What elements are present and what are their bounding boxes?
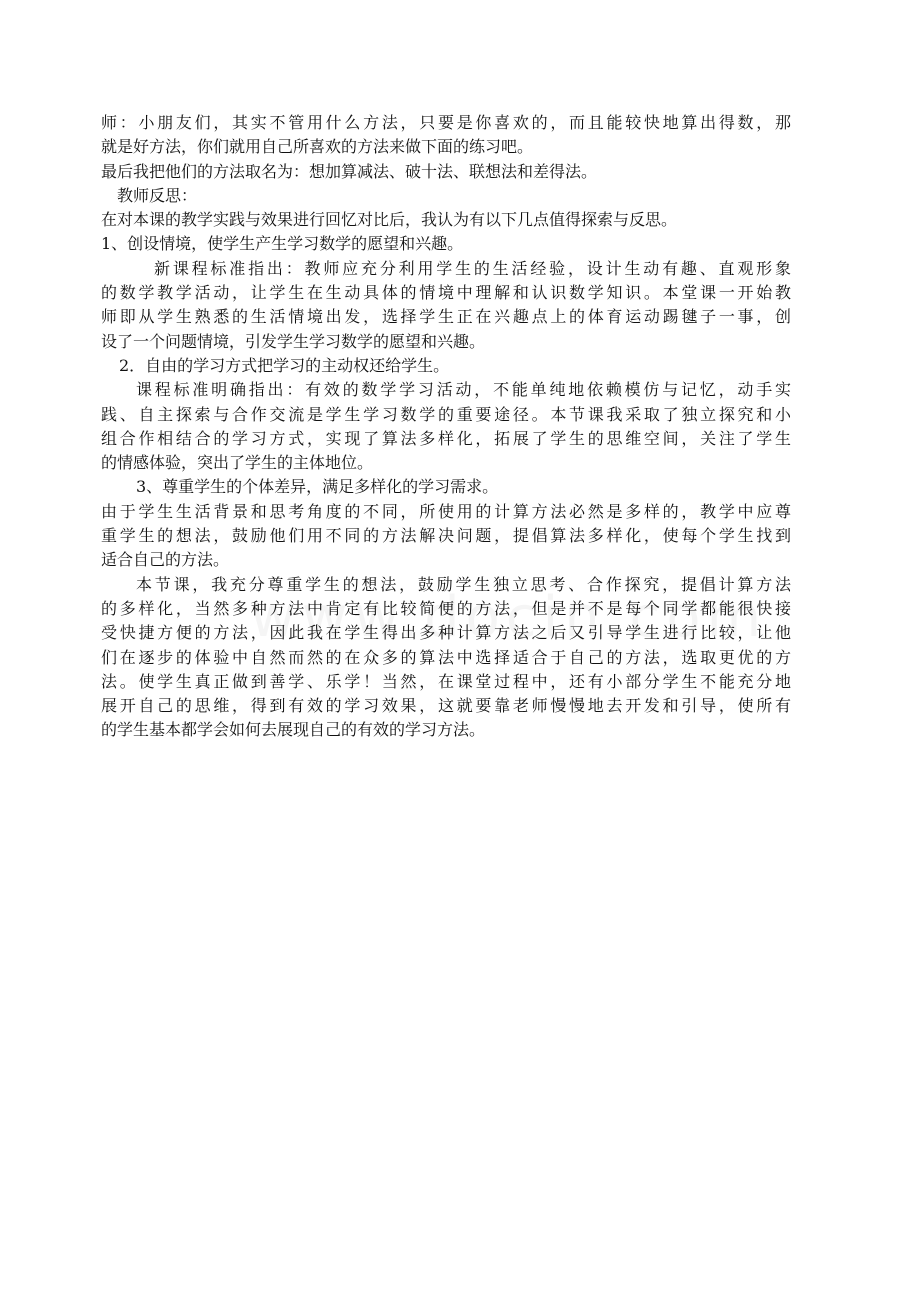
text-line: 本节课，我充分尊重学生的想法，鼓励学生独立思考、合作探究，提倡计算方法 — [136, 574, 791, 594]
text-line: 新课程标准指出：教师应充分利用学生的生活经验，设计生动有趣、直观形象 — [154, 258, 791, 278]
list-heading: 2．自由的学习方式把学习的主动权还给学生。 — [119, 355, 450, 375]
text-line: 们在逐步的体验中自然而然的在众多的算法中选择适合于自己的方法，选取更优的方 — [101, 647, 791, 667]
text-line: 重学生的想法，鼓励他们用不同的方法解决问题，提倡算法多样化，使每个学生找到 — [101, 526, 791, 546]
text-line: 践、自主探索与合作交流是学生学习数学的重要途径。本节课我采取了独立探究和小 — [101, 404, 791, 424]
list-heading: 3、尊重学生的个体差异，满足多样化的学习需求。 — [136, 477, 499, 497]
text-line: 就是好方法，你们就用自己所喜欢的方法来做下面的练习吧。 — [101, 137, 534, 157]
text-line: 受快捷方便的方法，因此我在学生得出多种计算方法之后又引导学生进行比较，让他 — [101, 623, 791, 643]
text-line: 最后我把他们的方法取名为：想加算减法、破十法、联想法和差得法。 — [101, 161, 598, 181]
section-heading: 教师反思： — [117, 185, 198, 205]
text-line: 组合作相结合的学习方式，实现了算法多样化，拓展了学生的思维空间，关注了学生 — [101, 428, 791, 448]
list-heading: 1、创设情境，使学生产生学习数学的愿望和兴趣。 — [101, 234, 464, 254]
text-line: 的学生基本都学会如何去展现自己的有效的学习方法。 — [101, 720, 486, 740]
text-line: 师即从学生熟悉的生活情境出发，选择学生正在兴趣点上的体育运动踢毽子一事，创 — [101, 307, 791, 327]
text-line: 展开自己的思维，得到有效的学习效果，这就要靠老师慢慢地去开发和引导，使所有 — [101, 696, 791, 716]
text-line: 法。使学生真正做到善学、乐学！当然，在课堂过程中，还有小部分学生不能充分地 — [101, 671, 791, 691]
text-line: 适合自己的方法。 — [101, 550, 230, 570]
text-line: 的情感体验，突出了学生的主体地位。 — [101, 453, 374, 473]
text-line: 的多样化，当然多种方法中肯定有比较简便的方法，但是并不是每个同学都能很快接 — [101, 598, 791, 618]
text-line: 设了一个问题情境，引发学生学习数学的愿望和兴趣。 — [101, 331, 486, 351]
text-line: 课程标准明确指出：有效的数学学习活动，不能单纯地依赖模仿与记忆，动手实 — [136, 380, 791, 400]
document-body — [101, 111, 791, 743]
text-line: 的数学教学活动，让学生在生动具体的情境中理解和认识数学知识。本堂课一开始教 — [101, 283, 791, 303]
text-line: 在对本课的教学实践与效果进行回忆对比后，我认为有以下几点值得探索与反思。 — [101, 210, 678, 230]
text-line: 师：小朋友们，其实不管用什么方法，只要是你喜欢的，而且能较快地算出得数，那 — [101, 113, 791, 132]
text-line: 由于学生生活背景和思考角度的不同，所使用的计算方法必然是多样的，教学中应尊 — [101, 501, 791, 521]
